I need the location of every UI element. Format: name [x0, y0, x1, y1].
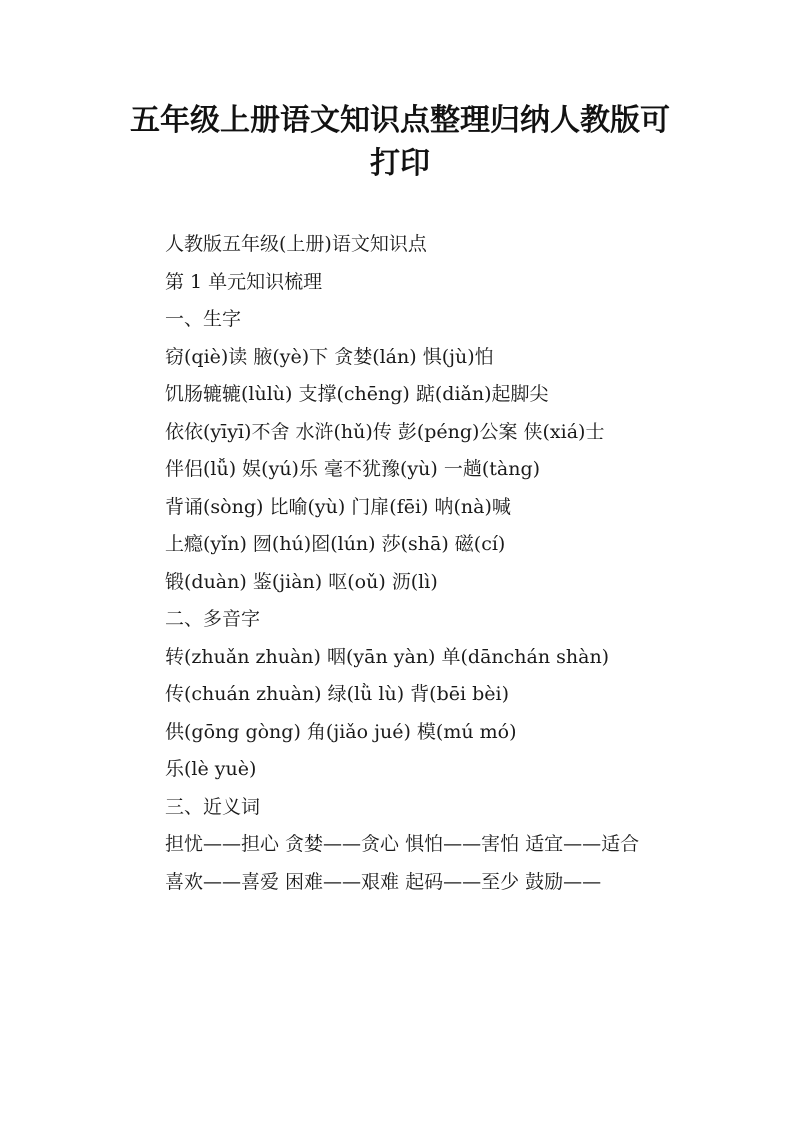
paragraph-unit-heading: 第 1 单元知识梳理 — [165, 270, 323, 293]
paragraph-characters-3: 依依(yīyī)不舍 水浒(hǔ)传 彭(péng)公案 侠(xiá)士 — [165, 420, 605, 443]
paragraph-characters-4: 伴侣(lǚ) 娱(yú)乐 毫不犹豫(yù) 一趟(tàng) — [165, 458, 541, 480]
document-body — [117, 226, 685, 901]
paragraph-synonyms-1: 担忧——担心 贪婪——贪心 惧怕——害怕 适宜——适合 — [165, 833, 640, 855]
paragraph-synonyms-2: 喜欢——喜爱 困难——艰难 起码——至少 鼓励—— — [165, 870, 602, 893]
section-heading-synonyms: 三、近义词 — [165, 795, 261, 818]
paragraph-characters-1: 窃(qiè)读 腋(yè)下 贪婪(lán) 惧(jù)怕 — [165, 345, 494, 368]
paragraph-subtitle: 人教版五年级(上册)语文知识点 — [165, 233, 427, 255]
section-heading-polyphones: 二、多音字 — [165, 608, 261, 630]
paragraph-characters-7: 锻(duàn) 鉴(jiàn) 呕(oǔ) 沥(lì) — [165, 570, 438, 593]
paragraph-characters-6: 上瘾(yǐn) 囫(hú)囵(lún) 莎(shā) 磁(cí) — [165, 533, 506, 555]
document-title-line-2: 打印 — [370, 146, 430, 181]
paragraph-polyphones-2: 传(chuán zhuàn) 绿(lǜ lù) 背(bēi bèi) — [165, 683, 509, 705]
paragraph-polyphones-1: 转(zhuǎn zhuàn) 咽(yān yàn) 单(dānchán shàn) — [165, 645, 610, 668]
paragraph-characters-5: 背诵(sòng) 比喻(yù) 门扉(fēi) 呐(nà)喊 — [165, 495, 511, 518]
paragraph-polyphones-3: 供(gōng gòng) 角(jiǎo jué) 模(mú mó) — [165, 720, 517, 743]
document-title-line-1: 五年级上册语文知识点整理归纳人教版可 — [130, 103, 670, 138]
paragraph-polyphones-4: 乐(lè yuè) — [165, 758, 257, 780]
section-heading-new-characters: 一、生字 — [165, 308, 242, 330]
paragraph-characters-2: 饥肠辘辘(lùlù) 支撑(chēng) 踮(diǎn)起脚尖 — [165, 383, 549, 405]
